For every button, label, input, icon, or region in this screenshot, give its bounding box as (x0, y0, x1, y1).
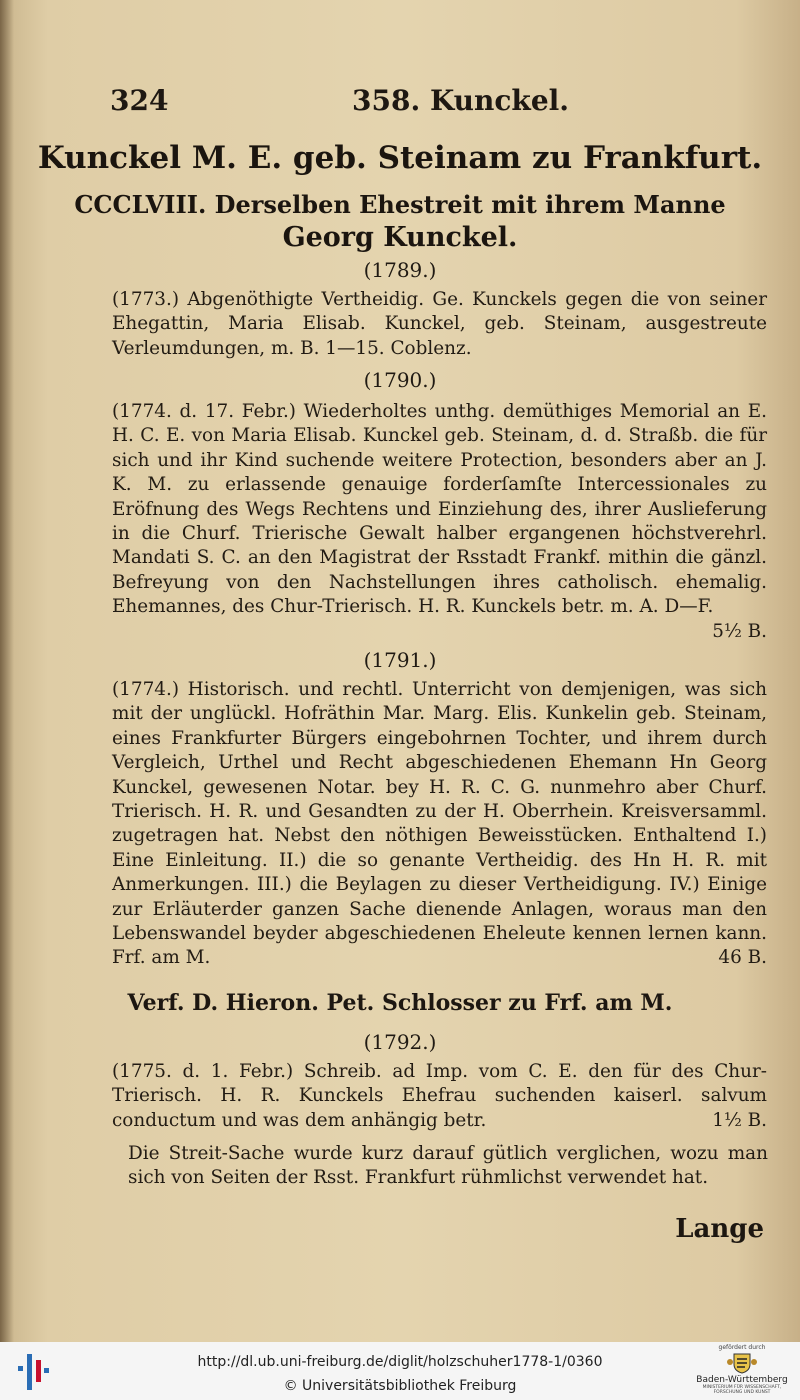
copyright-text: © Universitätsbibliothek Freiburg (283, 1378, 517, 1394)
entry-body: (1774. d. 17. Febr.) Wiederholtes unthg. demüthiges Memorial an E. H. C. E. von Maria Elisab. Kunckel geb. Steinam, d. d. Straßb. die für sich und ihr Kind suchende weitere Protection, besonders aber an J. K. M. zu erlassende genauige forderſamſte Intercessionales zu Eröfnung des Wegs Rechtens und Einziehung des, ihrer Auslieferung in die Churf. Trierische Gewalt halber ergangenen höchstverehrl. Mandati S. C. an den Magistrat der Rsstadt Frankf. mithin die gänzl. Befreyung von den Nachstellungen ihres catholisch. ehemalig. Ehemannes, des Chur-Trierisch. H. R. Kunckels betr. m. A. D—F. (112, 401, 767, 618)
entry-text (112, 400, 767, 644)
author-line: Verf. D. Hieron. Pet. Schlosser zu Frf. am M. (127, 990, 673, 1016)
entry-subtitle: CCCLVIII. Derselben Ehestreit mit ihrem Manne (74, 190, 726, 219)
entry-extent: 46 B. (718, 947, 767, 969)
page-number: 324 (110, 84, 169, 117)
entry-year: (1789.) (363, 258, 437, 282)
entry-extent: 1½ B. (712, 1109, 767, 1131)
catchword: Lange (675, 1214, 764, 1244)
entry-body: (1775. d. 1. Febr.) Schreib. ad Imp. vom C. E. den für des Chur-Trierisch. H. R. Kunckels Ehefrau suchenden kaiserl. salvum conductum und was dem anhängig betr. (112, 1061, 767, 1131)
entry-body: (1774.) Historisch. und rechtl. Unterricht von demjenigen, was sich mit der unglückl. Hofräthin Mar. Marg. Elis. Kunkelin geb. Steinam, eines Frankfurter Bürgers eingebohrnen Tochter, und ihrem durch Vergleich, Urthel und Recht abgeschiedenen Ehemann Hn Georg Kunckel, gewesenen Notar. bey H. R. C. G. nunmehro aber Churf. Trierisch. H. R. und Gesandten zu der H. Oberrhein. Kreisversamml. zugetragen hat. Nebst den nöthigen Beweisstücken. Enthaltend I.) Eine Einleitung. II.) die so genante Vertheidig. des Hn H. R. mit Anmerkungen. III.) die Beylagen zu dieser Vertheidigung. IV.) Einige zur Erläuterder ganzen Sache dienende Anlagen, woraus man den Lebenswandel beyder abgeschiedenen Eheleute kennen lernen kann. Frf. am M. (112, 679, 767, 969)
entry-extent: 5½ B. (712, 620, 767, 642)
entry-body: (1773.) Abgenöthigte Vertheidig. Ge. Kunckels gegen die von seiner Ehegattin, Maria Elisab. Kunckel, geb. Steinam, ausgestreute Verleumdungen, m. B. 1—15. Coblenz. (112, 289, 767, 359)
entry-text (112, 678, 767, 971)
entry-subtitle-name: Georg Kunckel. (282, 222, 518, 253)
entry-text (112, 1060, 767, 1133)
crest-icon (725, 1352, 759, 1374)
sponsor-name: Baden-Württemberg (696, 1375, 788, 1385)
entry-year: (1791.) (363, 648, 437, 672)
entry-title: Kunckel M. E. geb. Steinam zu Frankfurt. (37, 140, 763, 176)
entry-text (112, 288, 767, 361)
closing-note: Die Streit-Sache wurde kurz darauf gütlich verglichen, wozu man sich von Seiten der Rsst. Frankfurt rühmlichst verwendet hat. (128, 1143, 768, 1189)
sponsor-logo (692, 1344, 792, 1398)
page-header (110, 84, 740, 124)
entry-year: (1792.) (363, 1030, 437, 1054)
running-title: 358. Kunckel. (352, 84, 570, 117)
sponsor-ministry: MINISTERIUM FÜR WISSENSCHAFT, FORSCHUNG UND KUNST (702, 1385, 782, 1395)
permalink-url[interactable]: http://dl.ub.uni-freiburg.de/diglit/holzschuher1778-1/0360 (197, 1354, 603, 1370)
viewer-footer (0, 1342, 800, 1400)
sponsor-caption: gefördert durch (718, 1344, 766, 1351)
entry-year: (1790.) (363, 368, 437, 392)
